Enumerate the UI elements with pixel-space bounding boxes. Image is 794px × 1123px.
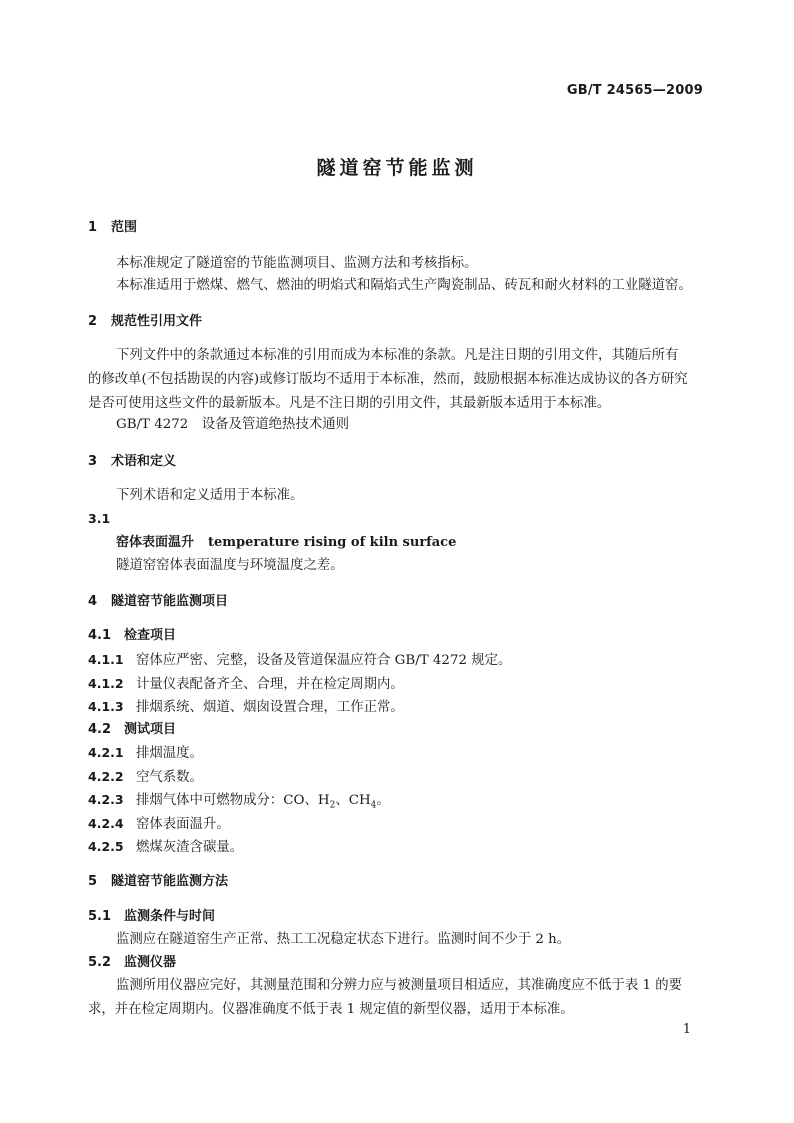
clause-text: 排烟系统、烟道、烟囱设置合理，工作正常。 <box>136 700 404 715</box>
subscript: 4 <box>370 800 377 811</box>
subsection-number: 5.1 <box>88 909 112 924</box>
clause-text: 。 <box>376 793 390 808</box>
clause-text: 排烟温度。 <box>136 746 203 761</box>
clause-number: 4.2.5 <box>88 839 124 854</box>
subsection-heading-4-1 <box>88 626 706 646</box>
term-entry <box>88 533 706 553</box>
paragraph-line: 是否可使用这些文件的最新版本。凡是不注日期的引用文件，其最新版本适用于本标准。 <box>88 396 611 411</box>
section-title: 规范性引用文件 <box>111 314 203 329</box>
section-title: 隧道窑节能监测项目 <box>111 594 229 609</box>
clause-text: 窑体应严密、完整，设备及管道保温应符合 GB/T 4272 规定。 <box>136 653 512 668</box>
clause-4-2-2 <box>88 767 706 787</box>
subscript: 2 <box>329 800 336 811</box>
paragraph: 下列术语和定义适用于本标准。 <box>116 488 304 503</box>
clause-text: 燃煤灰渣含碳量。 <box>136 840 244 855</box>
clause-4-1-1 <box>88 650 706 670</box>
clause-4-2-1 <box>88 743 706 763</box>
clause-4-2-4 <box>88 814 706 834</box>
section-number: 1 <box>88 220 98 235</box>
term-definition: 隧道窑窑体表面温度与环境温度之差。 <box>116 558 344 573</box>
clause-number: 4.1.1 <box>88 652 124 667</box>
subsection-number: 4.2 <box>88 722 112 737</box>
paragraph: 本标准规定了隧道窑的节能监测项目、监测方法和考核指标。 <box>116 256 478 271</box>
paragraph-line: 的修改单(不包括勘误的内容)或修订版均不适用于本标准，然而，鼓励根据本标准达成协议的各方研究 <box>88 372 688 387</box>
subsection-heading-5-2 <box>88 953 706 973</box>
paragraph: 本标准适用于燃煤、燃气、燃油的明焰式和隔焰式生产陶瓷制品、砖瓦和耐火材料的工业隧道窑。 <box>116 278 692 293</box>
clause-text: 、CH <box>335 793 371 808</box>
clause-number: 4.2.4 <box>88 816 124 831</box>
section-title: 隧道窑节能监测方法 <box>111 874 229 889</box>
subsection-title: 监测仪器 <box>124 955 177 970</box>
paragraph-line: 求，并在检定周期内。仪器准确度不低于表 1 规定值的新型仪器，适用于本标准。 <box>88 1002 574 1017</box>
clause-text: 空气系数。 <box>136 770 203 785</box>
paragraph-line: 下列文件中的条款通过本标准的引用而成为本标准的条款。凡是注日期的引用文件，其随后所有 <box>116 348 679 363</box>
term-number: 3.1 <box>88 511 111 526</box>
clause-4-1-3 <box>88 697 706 717</box>
section-heading-2 <box>88 312 706 332</box>
clause-number: 4.2.2 <box>88 769 124 784</box>
term-chinese: 窑体表面温升 <box>116 535 195 550</box>
paragraph-line: 监测所用仪器应完好，其测量范围和分辨力应与被测量项目相适应，其准确度应不低于表 1 的要 <box>116 978 683 993</box>
section-number: 2 <box>88 314 98 329</box>
subsection-heading-4-2 <box>88 720 706 740</box>
subsection-title: 监测条件与时间 <box>124 909 216 924</box>
clause-4-2-3 <box>88 790 706 810</box>
section-heading-4 <box>88 592 706 612</box>
subsection-number: 4.1 <box>88 628 112 643</box>
subsection-title: 检查项目 <box>124 628 177 643</box>
paragraph: 监测应在隧道窑生产正常、热工工况稳定状态下进行。监测时间不少于 2 h。 <box>116 932 571 947</box>
clause-number: 4.1.2 <box>88 676 124 691</box>
section-title: 术语和定义 <box>111 454 177 469</box>
clause-4-2-5 <box>88 837 706 857</box>
subsection-heading-5-1 <box>88 907 706 927</box>
section-number: 5 <box>88 874 98 889</box>
clause-text: 窑体表面温升。 <box>136 817 230 832</box>
subsection-title: 测试项目 <box>124 722 177 737</box>
normative-reference: GB/T 4272 设备及管道绝热技术通则 <box>116 417 350 432</box>
clause-number: 4.2.3 <box>88 792 124 807</box>
clause-text: 计量仪表配备齐全、合理，并在检定周期内。 <box>136 677 404 692</box>
standard-code: GB/T 24565—2009 <box>566 83 703 98</box>
document-title: 隧道窑节能监测 <box>316 157 478 179</box>
subsection-number: 5.2 <box>88 955 112 970</box>
clause-number: 4.2.1 <box>88 745 124 760</box>
clause-number: 4.1.3 <box>88 699 124 714</box>
section-heading-3 <box>88 452 706 472</box>
section-number: 3 <box>88 454 98 469</box>
term-english: temperature rising of kiln surface <box>208 535 457 550</box>
section-title: 范围 <box>111 220 138 235</box>
section-heading-5 <box>88 872 706 892</box>
clause-text: 排烟气体中可燃物成分：CO、H <box>136 793 330 808</box>
page-number: 1 <box>682 1022 691 1037</box>
section-heading-1 <box>88 218 706 238</box>
clause-4-1-2 <box>88 674 706 694</box>
section-number: 4 <box>88 594 98 609</box>
